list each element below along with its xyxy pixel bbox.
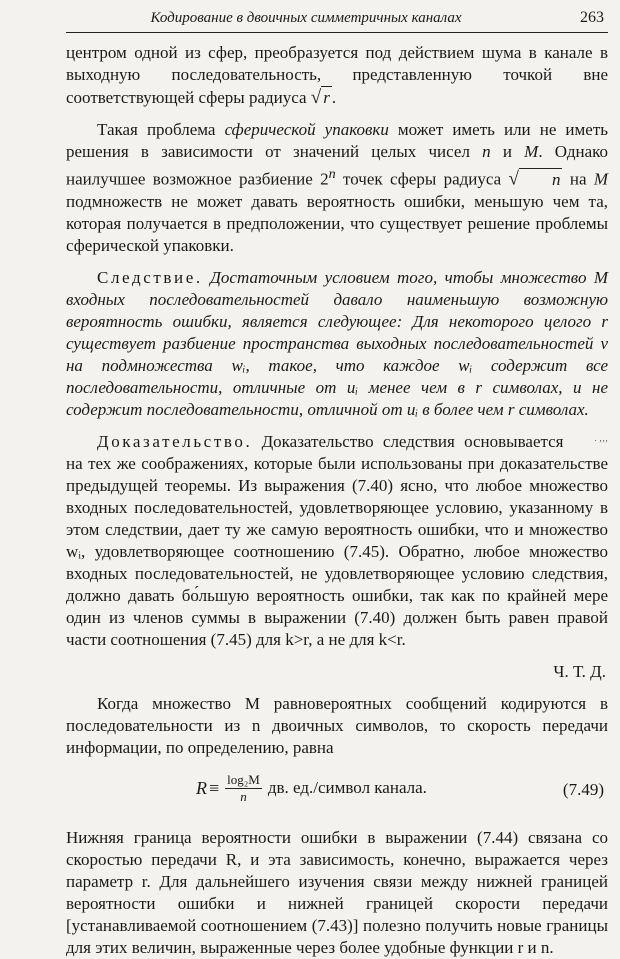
sqrt-r: r	[323, 88, 330, 107]
p2-s5: и	[502, 142, 512, 161]
corollary-label: Следствие.	[97, 267, 203, 287]
fraction-denominator: n	[240, 788, 247, 804]
sqrt-n: n	[519, 168, 563, 191]
formula-unit: дв. ед./символ канала.	[267, 778, 427, 798]
end-mark: . ‚‚‚	[594, 432, 608, 443]
p2-s9: на	[569, 169, 587, 189]
paragraph-sphere-packing	[66, 119, 608, 257]
p2-s11: подмножеств не может давать вероятность ошибки, меньшую чем та, которая получается в предположении, что существует решение проблемы сферической упаковки.	[66, 191, 608, 255]
paragraph-proof	[66, 431, 608, 651]
formula	[196, 773, 427, 804]
running-title: Кодирование в двоичных симметричных каналах	[150, 10, 462, 26]
qed-mark: Ч. Т. Д.	[553, 661, 606, 681]
exp-n: n	[328, 166, 336, 182]
p2-s8: точек сферы радиуса	[343, 169, 502, 189]
formula-lhs: R	[196, 778, 207, 799]
sqrt-sign-2: √	[508, 168, 519, 190]
formula-equiv: ≡	[209, 778, 220, 799]
paragraph-continuation: центром одной из сфер, преобразуется под действием шума в канале в выходную последовательность, представленную точкой вне соответствующей сферы радиуса √ r .	[66, 43, 608, 108]
equation-7-49	[66, 769, 608, 815]
term-sphere-packing: сферической упаковки	[224, 120, 389, 139]
fraction-numerator: log₂M	[227, 771, 260, 787]
formula-fraction	[225, 773, 262, 804]
equation-number: (7.49)	[562, 779, 604, 799]
var-n: n	[482, 142, 491, 161]
var-m-2: M	[593, 169, 609, 189]
p2-s3: может иметь или не иметь решения в зависимости от значений целых чисел	[66, 120, 609, 161]
proof-text: Доказательство следствия основывается на тех же соображениях, которые были использованы при доказательстве предыдущей теоремы. Из выражения (7.40) ясно, что любое множество входных последовательностей, удовлетворяющее условию, указанному в этом следствии, дает ту же самую вероятность ошибки, что и множество wᵢ, удовлетворяющее соотношению (7.45). Обратно, любое множество входных последовательностей, не удовлетворяющее условию следствия, должно давать бо́льшую вероятность ошибки, так как по крайней мере один из членов суммы в выражении (7.40) должен быть равен правой части соотношения (7.45) для k>r, а не для k<r.	[66, 431, 608, 649]
p2-s1: Такая проблема	[97, 120, 216, 139]
paragraph-lower-bound: Нижняя граница вероятности ошибки в выражении (7.44) связана со скоростью передачи R, и эта зависимость, конечно, выражается через параметр r. Для дальнейшего изучения связи между нижней границей вероятности ошибки и нижней границей скорости передачи [устанавливаемой соотношением (7.43)] полезно получить новые границы для этих величин, выраженные через более удобные функции r и n.	[66, 827, 608, 957]
paragraph-1-text: центром одной из сфер, преобразуется под действием шума в канале в выходную последовательность, представленную точкой вне соответствующей сферы радиуса	[66, 43, 608, 107]
page-header	[66, 6, 608, 33]
page-body	[66, 42, 608, 959]
var-m: M	[524, 142, 539, 161]
sqrt-sign: √	[310, 87, 322, 108]
page-number: 263	[580, 9, 604, 26]
proof-label: Доказательство.	[97, 431, 253, 451]
corollary-text: Достаточным условием того, чтобы множество M входных последовательностей давало наименьшую возможную вероятность ошибки, является следующее: Для некоторого целого r существует разбиение пространства выходных последовательностей v на подмножества wᵢ, такое, что каждое wᵢ содержит все последовательности, отличные от uᵢ менее чем в r символах, и не содержит последовательности, отличной от uᵢ в более чем r символах.	[66, 267, 609, 419]
p2-s7: . Однако наилучшее возможное разбиение 2	[66, 142, 609, 189]
paragraph-rate-definition: Когда множество M равновероятных сообщений кодируются в последовательности из n двоичных символов, то скорость передачи информации, по определению, равна	[66, 693, 608, 757]
